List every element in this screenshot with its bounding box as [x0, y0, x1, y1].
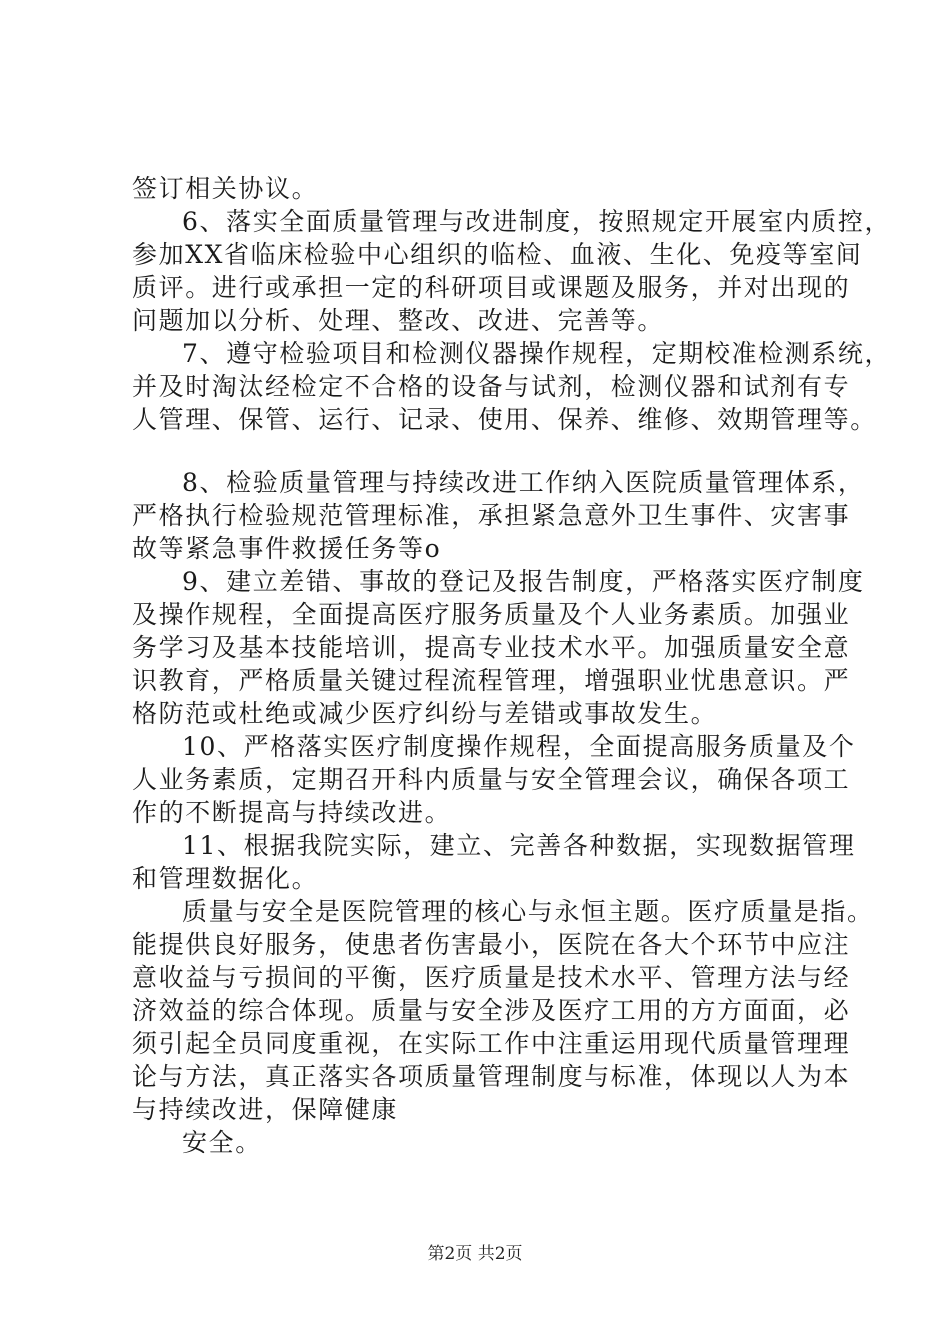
- paragraph-line: 格防范或杜绝或减少医疗纠纷与差错或事故发生。: [132, 699, 718, 728]
- paragraph-line: 安全。: [182, 1128, 262, 1157]
- page-number-footer: 第2页 共2页: [427, 1244, 523, 1264]
- paragraph-line: 须引起全员同度重视，在实际工作中注重运用现代质量管理理: [132, 1029, 851, 1058]
- paragraph-line: 识教育，严格质量关键过程流程管理，增强职业忧患意识。严: [132, 666, 851, 695]
- paragraph-line: 务学习及基本技能培训，提高专业技术水平。加强质量安全意: [132, 633, 851, 662]
- paragraph-line: 并及时淘汰经检定不合格的设备与试剂，检测仪器和试剂有专: [132, 372, 851, 401]
- paragraph-line: 问题加以分析、处理、整改、改进、完善等。: [132, 306, 665, 335]
- paragraph-line: 故等紧急事件救援任务等o: [132, 534, 442, 563]
- paragraph-line: 及操作规程，全面提高医疗服务质量及个人业务素质。加强业: [132, 600, 851, 629]
- paragraph-line: 10、严格落实医疗制度操作规程，全面提高服务质量及个: [182, 732, 856, 761]
- paragraph-line: 论与方法，真正落实各项质量管理制度与标准，体现以人为本: [132, 1062, 851, 1091]
- paragraph-line: 9、建立差错、事故的登记及报告制度，严格落实医疗制度: [182, 567, 865, 596]
- paragraph-line: 质量与安全是医院管理的核心与永恒主题。医疗质量是指。: [182, 897, 874, 926]
- paragraph-line: 作的不断提高与持续改进。: [132, 798, 452, 827]
- document-body: [132, 172, 892, 1159]
- paragraph-line: 签订相关协议。: [132, 174, 319, 203]
- paragraph-line: 7、遵守检验项目和检测仪器操作规程，定期校准检测系统，: [182, 339, 892, 368]
- paragraph-line: 参加XX省临床检验中心组织的临检、血液、生化、免疫等室间: [132, 240, 863, 269]
- paragraph-line: 严格执行检验规范管理标准，承担紧急意外卫生事件、灾害事: [132, 501, 851, 530]
- paragraph-line: 和管理数据化。: [132, 864, 319, 893]
- paragraph-line: 6、落实全面质量管理与改进制度，按照规定开展室内质控，: [182, 207, 892, 236]
- paragraph-line: 人管理、保管、运行、记录、使用、保养、维修、效期管理等。: [132, 405, 877, 434]
- paragraph-line: 8、检验质量管理与持续改进工作纳入医院质量管理体系，: [182, 468, 865, 497]
- paragraph-line: 11、根据我院实际，建立、完善各种数据，实现数据管理: [182, 831, 856, 860]
- paragraph-line: 质评。进行或承担一定的科研项目或课题及服务，并对出现的: [132, 273, 851, 302]
- paragraph-line: 与持续改进，保障健康: [132, 1095, 399, 1124]
- paragraph-line: 人业务素质，定期召开科内质量与安全管理会议，确保各项工: [132, 765, 851, 794]
- paragraph-line: 济效益的综合体现。质量与安全涉及医疗工用的方方面面，必: [132, 996, 851, 1025]
- paragraph-line: 能提供良好服务，使患者伤害最小，医院在各大个环节中应注: [132, 930, 851, 959]
- paragraph-line: 意收益与亏损间的平衡，医疗质量是技术水平、管理方法与经: [132, 963, 851, 992]
